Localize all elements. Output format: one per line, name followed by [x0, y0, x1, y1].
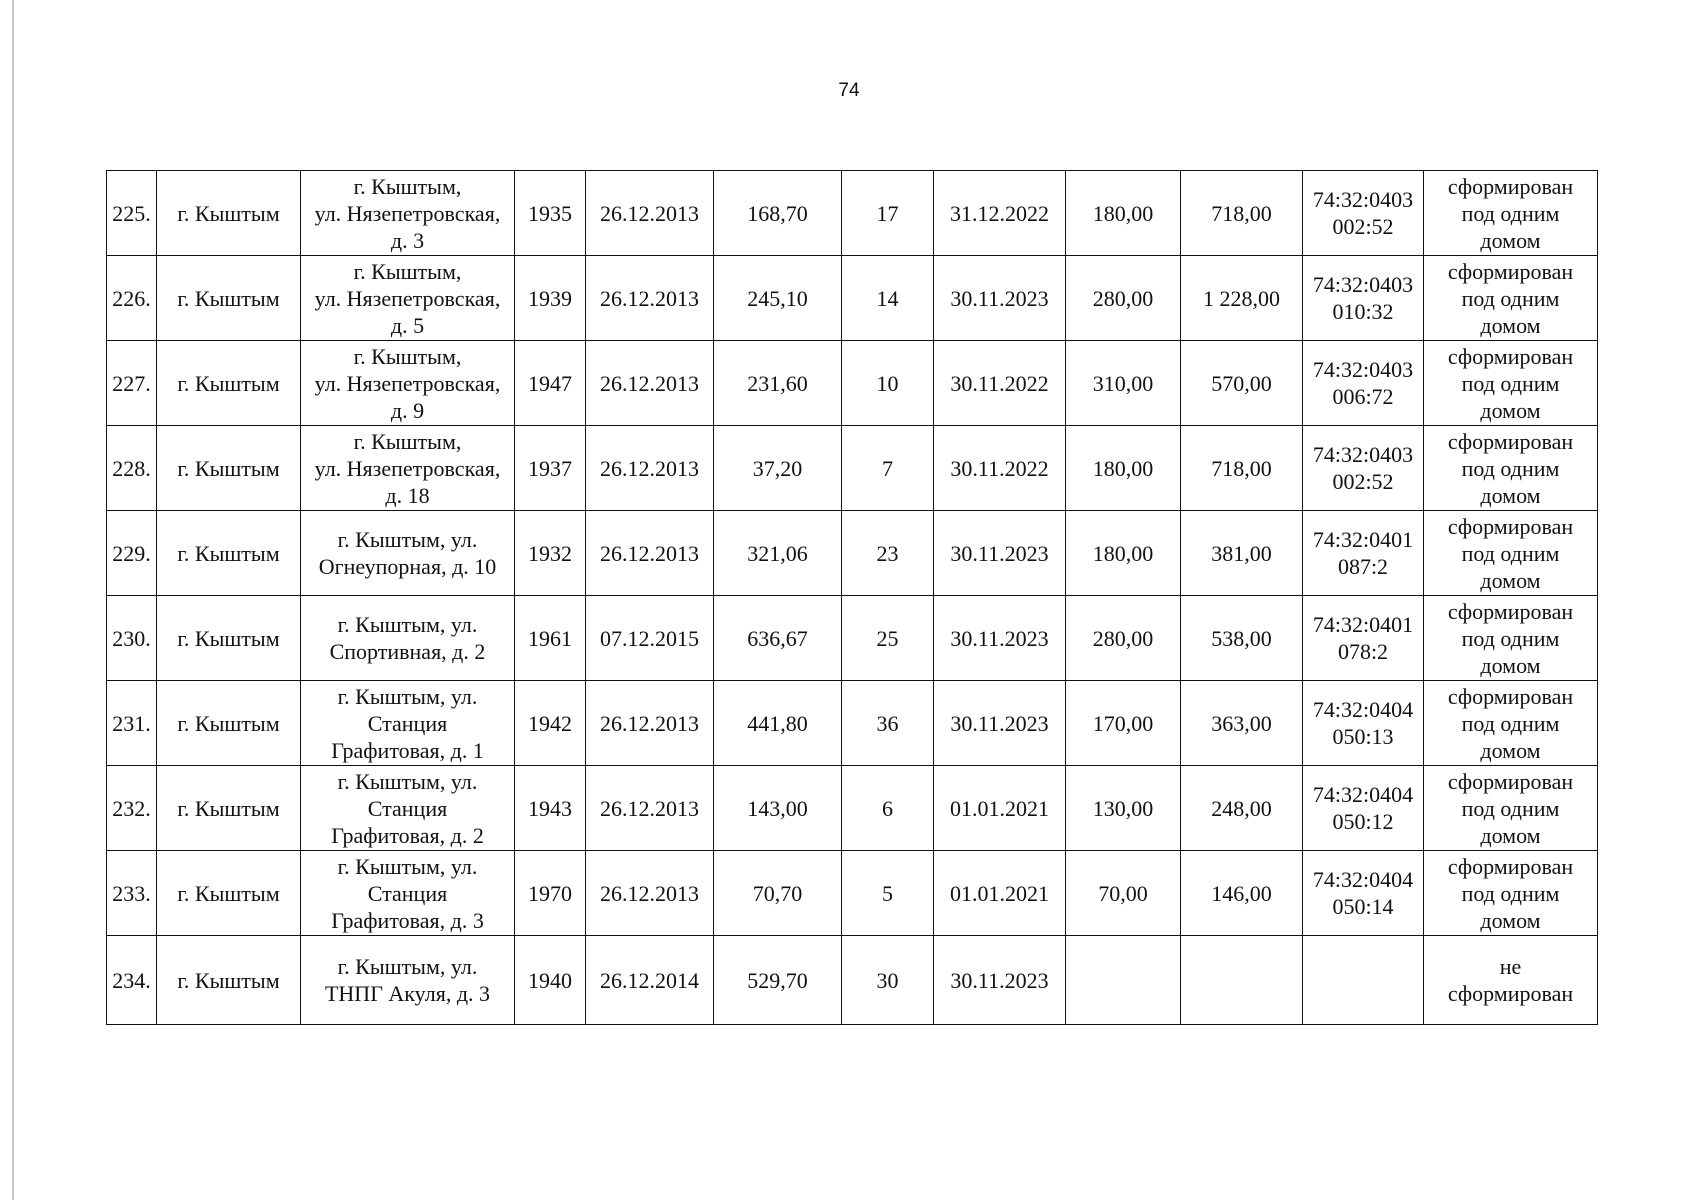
cell-status-line: под одним [1461, 370, 1560, 396]
cell-date: 26.12.2014 [586, 936, 714, 1025]
cell-address-line: Огнеупорная, д. 10 [318, 554, 497, 579]
cell-plan-date: 30.11.2022 [934, 341, 1066, 426]
cell-city: г. Кыштым [157, 171, 301, 256]
cell-value-1: 130,00 [1066, 766, 1181, 851]
table-row [107, 766, 1598, 851]
cell-status [1424, 681, 1598, 766]
cell-address-line: г. Кыштым, [353, 428, 462, 454]
cell-area: 70,70 [714, 851, 842, 936]
page-number: 74 [838, 80, 860, 101]
cell-area: 231,60 [714, 341, 842, 426]
cell-plan-date: 30.11.2023 [934, 596, 1066, 681]
cell-address-line: Станция [367, 880, 448, 906]
cell-area: 168,70 [714, 171, 842, 256]
cell-year-built: 1942 [515, 681, 586, 766]
cell-cadastral-number-line: 74:32:0403 [1312, 272, 1414, 297]
cell-value-1: 280,00 [1066, 256, 1181, 341]
cell-status-line: сформирован [1447, 981, 1574, 1006]
cell-cadastral-number [1303, 936, 1424, 1025]
cell-year-built: 1932 [515, 511, 586, 596]
cell-cadastral-number [1303, 426, 1424, 511]
cell-row-number: 226. [107, 256, 157, 341]
cell-city: г. Кыштым [157, 596, 301, 681]
cell-date: 26.12.2013 [586, 511, 714, 596]
table-body [107, 171, 1598, 1025]
cell-plan-date: 30.11.2022 [934, 426, 1066, 511]
cell-value-2 [1181, 936, 1303, 1025]
cell-address-line: д. 5 [390, 312, 425, 338]
cell-cadastral-number [1303, 681, 1424, 766]
cell-status-line: сформирован [1447, 768, 1574, 794]
cell-cadastral-number-line: 74:32:0404 [1312, 782, 1414, 807]
cell-value-1: 180,00 [1066, 426, 1181, 511]
cell-value-2: 538,00 [1181, 596, 1303, 681]
cell-status-line: домом [1480, 227, 1541, 253]
cell-row-number: 231. [107, 681, 157, 766]
cell-address-line: ул. Нязепетровская, [314, 285, 501, 311]
cell-cadastral-number-line: 087:2 [1337, 554, 1389, 579]
cell-cadastral-number-line: 74:32:0401 [1312, 527, 1414, 552]
cell-cadastral-number-line: 006:72 [1332, 384, 1394, 409]
cell-area: 441,80 [714, 681, 842, 766]
table-row [107, 341, 1598, 426]
cell-status-line: сформирован [1447, 343, 1574, 369]
cell-value-2: 1 228,00 [1181, 256, 1303, 341]
cell-address-line: д. 9 [390, 397, 425, 423]
cell-address-line: д. 3 [390, 227, 425, 253]
cell-cadastral-number [1303, 511, 1424, 596]
cell-date: 26.12.2013 [586, 341, 714, 426]
cell-city: г. Кыштым [157, 256, 301, 341]
cell-plan-date: 30.11.2023 [934, 511, 1066, 596]
cell-address [301, 256, 515, 341]
cell-status-line: под одним [1461, 455, 1560, 481]
table-row [107, 936, 1598, 1025]
cell-residents: 25 [842, 596, 934, 681]
cell-value-2: 718,00 [1181, 171, 1303, 256]
cell-address-line: ул. Нязепетровская, [314, 370, 501, 396]
cell-cadastral-number-line: 74:32:0404 [1312, 697, 1414, 722]
cell-status-line: домом [1480, 737, 1541, 763]
cell-address-line: Станция [367, 795, 448, 821]
cell-status [1424, 511, 1598, 596]
cell-area: 245,10 [714, 256, 842, 341]
cell-address-line: г. Кыштым, ул. [337, 853, 478, 879]
cell-address-line: Графитовая, д. 3 [331, 907, 484, 933]
housing-register-table [106, 170, 1598, 1025]
cell-cadastral-number-line: 74:32:0401 [1312, 612, 1414, 637]
cell-date: 26.12.2013 [586, 256, 714, 341]
cell-cadastral-number-line: 74:32:0403 [1312, 442, 1414, 467]
cell-value-1: 310,00 [1066, 341, 1181, 426]
cell-area: 321,06 [714, 511, 842, 596]
cell-status-line: сформирован [1447, 683, 1574, 709]
cell-address-line: ТНПГ Акуля, д. 3 [324, 981, 491, 1006]
cell-residents: 14 [842, 256, 934, 341]
cell-status-line: домом [1480, 397, 1541, 423]
cell-cadastral-number [1303, 851, 1424, 936]
table-row [107, 851, 1598, 936]
cell-date: 26.12.2013 [586, 426, 714, 511]
cell-value-2: 381,00 [1181, 511, 1303, 596]
cell-value-1: 180,00 [1066, 511, 1181, 596]
cell-row-number: 229. [107, 511, 157, 596]
cell-value-1: 170,00 [1066, 681, 1181, 766]
cell-address-line: г. Кыштым, ул. [337, 683, 478, 709]
cell-status-line: под одним [1461, 880, 1560, 906]
cell-cadastral-number-line: 002:52 [1332, 214, 1394, 239]
cell-year-built: 1943 [515, 766, 586, 851]
cell-plan-date: 30.11.2023 [934, 681, 1066, 766]
cell-address-line: г. Кыштым, ул. [337, 527, 478, 552]
cell-cadastral-number [1303, 256, 1424, 341]
cell-cadastral-number-line: 002:52 [1332, 469, 1394, 494]
cell-value-2: 146,00 [1181, 851, 1303, 936]
cell-plan-date: 01.01.2021 [934, 766, 1066, 851]
cell-address-line: г. Кыштым, [353, 343, 462, 369]
cell-address-line: г. Кыштым, ул. [337, 768, 478, 794]
cell-address [301, 171, 515, 256]
cell-status-line: под одним [1461, 710, 1560, 736]
cell-address-line: Графитовая, д. 1 [331, 737, 484, 763]
cell-row-number: 230. [107, 596, 157, 681]
cell-status-line: сформирован [1447, 428, 1574, 454]
cell-status [1424, 596, 1598, 681]
cell-row-number: 232. [107, 766, 157, 851]
scan-edge-line [12, 0, 14, 1200]
cell-cadastral-number-line: 050:13 [1332, 724, 1394, 749]
cell-date: 26.12.2013 [586, 766, 714, 851]
cell-address-line: г. Кыштым, ул. [337, 612, 478, 637]
cell-area: 143,00 [714, 766, 842, 851]
cell-address-line: г. Кыштым, [353, 173, 462, 199]
cell-status-line: под одним [1461, 795, 1560, 821]
cell-status-line: сформирован [1447, 853, 1574, 879]
cell-status [1424, 426, 1598, 511]
cell-cadastral-number-line: 078:2 [1337, 639, 1389, 664]
cell-city: г. Кыштым [157, 936, 301, 1025]
cell-area: 37,20 [714, 426, 842, 511]
cell-status-line: домом [1480, 907, 1541, 933]
cell-address [301, 596, 515, 681]
cell-value-1: 280,00 [1066, 596, 1181, 681]
cell-residents: 7 [842, 426, 934, 511]
cell-address [301, 341, 515, 426]
cell-city: г. Кыштым [157, 851, 301, 936]
cell-year-built: 1935 [515, 171, 586, 256]
cell-residents: 10 [842, 341, 934, 426]
cell-cadastral-number [1303, 596, 1424, 681]
cell-year-built: 1940 [515, 936, 586, 1025]
table-row [107, 511, 1598, 596]
cell-status [1424, 851, 1598, 936]
cell-plan-date: 30.11.2023 [934, 256, 1066, 341]
cell-date: 26.12.2013 [586, 681, 714, 766]
table-row [107, 171, 1598, 256]
cell-status-line: сформирован [1447, 598, 1574, 624]
cell-area: 529,70 [714, 936, 842, 1025]
cell-address-line: г. Кыштым, [353, 258, 462, 284]
cell-value-2: 248,00 [1181, 766, 1303, 851]
cell-cadastral-number-line: 74:32:0403 [1312, 357, 1414, 382]
cell-status [1424, 341, 1598, 426]
cell-row-number: 234. [107, 936, 157, 1025]
cell-status-line: домом [1480, 652, 1541, 678]
cell-status [1424, 936, 1598, 1025]
cell-address-line: ул. Нязепетровская, [314, 455, 501, 481]
cell-area: 636,67 [714, 596, 842, 681]
cell-cadastral-number-line: 010:32 [1332, 299, 1394, 324]
cell-status-line: не [1499, 954, 1522, 979]
cell-date: 26.12.2013 [586, 171, 714, 256]
cell-address [301, 681, 515, 766]
cell-address-line: Спортивная, д. 2 [329, 639, 486, 664]
cell-status-line: сформирован [1447, 513, 1574, 539]
cell-status-line: под одним [1461, 285, 1560, 311]
cell-address [301, 766, 515, 851]
table-row [107, 256, 1598, 341]
cell-residents: 30 [842, 936, 934, 1025]
cell-status-line: домом [1480, 312, 1541, 338]
cell-cadastral-number-line: 74:32:0404 [1312, 867, 1414, 892]
cell-address [301, 851, 515, 936]
cell-status [1424, 256, 1598, 341]
cell-year-built: 1970 [515, 851, 586, 936]
cell-plan-date: 01.01.2021 [934, 851, 1066, 936]
cell-row-number: 228. [107, 426, 157, 511]
cell-status [1424, 766, 1598, 851]
cell-year-built: 1937 [515, 426, 586, 511]
cell-cadastral-number-line: 050:12 [1332, 809, 1394, 834]
cell-city: г. Кыштым [157, 681, 301, 766]
cell-plan-date: 31.12.2022 [934, 171, 1066, 256]
table-row [107, 596, 1598, 681]
cell-status-line: под одним [1461, 625, 1560, 651]
cell-address [301, 936, 515, 1025]
cell-status-line: под одним [1461, 200, 1560, 226]
cell-city: г. Кыштым [157, 341, 301, 426]
cell-status-line: под одним [1461, 540, 1560, 566]
cell-date: 26.12.2013 [586, 851, 714, 936]
cell-cadastral-number-line: 74:32:0403 [1312, 187, 1414, 212]
cell-residents: 6 [842, 766, 934, 851]
cell-value-1 [1066, 936, 1181, 1025]
cell-residents: 23 [842, 511, 934, 596]
cell-city: г. Кыштым [157, 511, 301, 596]
cell-value-1: 70,00 [1066, 851, 1181, 936]
cell-status-line: домом [1480, 567, 1541, 593]
cell-residents: 5 [842, 851, 934, 936]
cell-status-line: сформирован [1447, 258, 1574, 284]
cell-cadastral-number [1303, 171, 1424, 256]
cell-year-built: 1939 [515, 256, 586, 341]
cell-value-2: 363,00 [1181, 681, 1303, 766]
cell-residents: 36 [842, 681, 934, 766]
cell-address-line: д. 18 [385, 482, 430, 508]
cell-status-line: сформирован [1447, 173, 1574, 199]
cell-cadastral-number-line: 050:14 [1332, 894, 1394, 919]
cell-address-line: Станция [367, 710, 448, 736]
table-row [107, 681, 1598, 766]
cell-residents: 17 [842, 171, 934, 256]
cell-address [301, 511, 515, 596]
cell-city: г. Кыштым [157, 766, 301, 851]
cell-status [1424, 171, 1598, 256]
cell-status-line: домом [1480, 482, 1541, 508]
cell-status-line: домом [1480, 822, 1541, 848]
cell-value-2: 718,00 [1181, 426, 1303, 511]
cell-cadastral-number [1303, 341, 1424, 426]
cell-value-2: 570,00 [1181, 341, 1303, 426]
cell-row-number: 233. [107, 851, 157, 936]
cell-address-line: г. Кыштым, ул. [337, 954, 478, 979]
cell-address-line: ул. Нязепетровская, [314, 200, 501, 226]
cell-city: г. Кыштым [157, 426, 301, 511]
cell-value-1: 180,00 [1066, 171, 1181, 256]
cell-year-built: 1961 [515, 596, 586, 681]
cell-cadastral-number [1303, 766, 1424, 851]
cell-row-number: 227. [107, 341, 157, 426]
cell-year-built: 1947 [515, 341, 586, 426]
table-row [107, 426, 1598, 511]
cell-row-number: 225. [107, 171, 157, 256]
cell-date: 07.12.2015 [586, 596, 714, 681]
cell-address-line: Графитовая, д. 2 [331, 822, 484, 848]
cell-plan-date: 30.11.2023 [934, 936, 1066, 1025]
cell-address [301, 426, 515, 511]
